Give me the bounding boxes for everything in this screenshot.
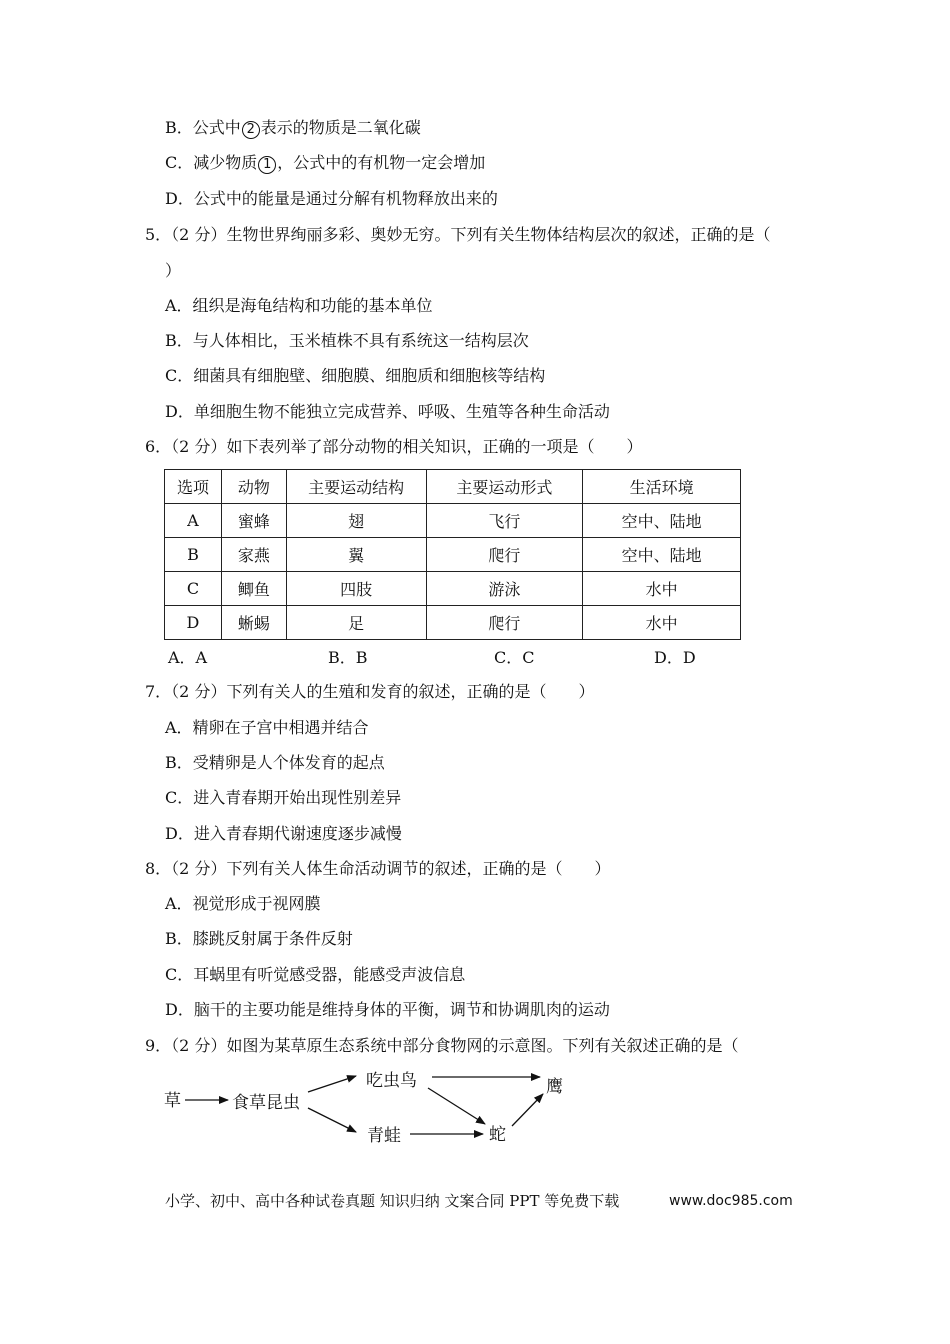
q5-option-a: A．组织是海龟结构和功能的基本单位 bbox=[165, 296, 433, 315]
q8-option-a: A．视觉形成于视网膜 bbox=[165, 894, 321, 913]
q4-option-c-prefix: C．减少物质 bbox=[165, 153, 258, 172]
q5-option-c: C．细菌具有细胞壁、细胞膜、细胞质和细胞核等结构 bbox=[165, 366, 546, 385]
footer-text: 小学、初中、高中各种试卷真题 知识归纳 文案合同 PPT 等免费下载 bbox=[165, 1192, 620, 1210]
table-cell: 翅 bbox=[286, 504, 426, 538]
q6-table bbox=[164, 469, 741, 640]
q4-option-c-suffix: ，公式中的有机物一定会增加 bbox=[277, 153, 486, 172]
q4-option-b-prefix: B．公式中 bbox=[165, 118, 241, 137]
table-header-row bbox=[165, 470, 741, 504]
table-cell: 空中、陆地 bbox=[583, 538, 741, 572]
table-cell: 翼 bbox=[286, 538, 426, 572]
table-cell: D bbox=[165, 606, 222, 640]
arrow-bird-to-snake bbox=[428, 1088, 485, 1124]
arrow-insect-to-frog bbox=[308, 1108, 356, 1132]
q8-option-b: B．膝跳反射属于条件反射 bbox=[165, 929, 353, 948]
footer-url[interactable]: www.doc985.com bbox=[669, 1193, 793, 1209]
table-cell: 飞行 bbox=[426, 504, 583, 538]
table-cell: 蜜蜂 bbox=[221, 504, 286, 538]
q7-option-c: C．进入青春期开始出现性别差异 bbox=[165, 788, 402, 807]
table-cell: 水中 bbox=[583, 606, 741, 640]
q6-answer-d: D．D bbox=[654, 648, 696, 667]
food-web-snake: 蛇 bbox=[489, 1125, 506, 1145]
q8-stem: 8．（2 分）下列有关人体生命活动调节的叙述，正确的是（ ） bbox=[145, 859, 611, 878]
table-cell: B bbox=[165, 538, 222, 572]
table-cell: C bbox=[165, 572, 222, 606]
table-cell: 水中 bbox=[583, 572, 741, 606]
table-cell: 爬行 bbox=[426, 606, 583, 640]
table-row bbox=[165, 538, 741, 572]
table-row bbox=[165, 572, 741, 606]
table-cell: 家燕 bbox=[221, 538, 286, 572]
q4-option-c bbox=[165, 153, 485, 174]
table-cell: 游泳 bbox=[426, 572, 583, 606]
q9-stem: 9．（2 分）如图为某草原生态系统中部分食物网的示意图。下列有关叙述正确的是（ bbox=[145, 1036, 739, 1055]
table-header: 主要运动结构 bbox=[286, 470, 426, 504]
table-header: 选项 bbox=[165, 470, 222, 504]
q4-option-d: D．公式中的能量是通过分解有机物释放出来的 bbox=[165, 189, 498, 208]
q7-stem: 7．（2 分）下列有关人的生殖和发育的叙述，正确的是（ ） bbox=[145, 682, 595, 701]
q8-option-c: C．耳蜗里有听觉感受器，能感受声波信息 bbox=[165, 965, 466, 984]
table-cell: 爬行 bbox=[426, 538, 583, 572]
food-web-diagram bbox=[160, 1062, 580, 1152]
circled-number-1: 1 bbox=[258, 156, 276, 174]
table-cell: 足 bbox=[286, 606, 426, 640]
q5-stem-cont: ） bbox=[165, 261, 182, 280]
table-row bbox=[165, 504, 741, 538]
arrow-insect-to-bird bbox=[308, 1076, 356, 1092]
food-web-bird: 吃虫鸟 bbox=[366, 1071, 417, 1091]
table-cell: 鲫鱼 bbox=[221, 572, 286, 606]
table-header: 主要运动形式 bbox=[426, 470, 583, 504]
q4-option-b-suffix: 表示的物质是二氧化碳 bbox=[260, 118, 421, 137]
q6-answer-c: C．C bbox=[494, 648, 535, 667]
q7-option-a: A．精卵在子宫中相遇并结合 bbox=[165, 718, 369, 737]
q4-option-b bbox=[165, 118, 421, 139]
q8-option-d: D．脑干的主要功能是维持身体的平衡，调节和协调肌肉的运动 bbox=[165, 1000, 610, 1019]
food-web-insect: 食草昆虫 bbox=[232, 1093, 300, 1113]
q5-option-d: D．单细胞生物不能独立完成营养、呼吸、生殖等各种生命活动 bbox=[165, 402, 610, 421]
q6-stem: 6．（2 分）如下表列举了部分动物的相关知识，正确的一项是（ ） bbox=[145, 437, 643, 456]
table-row bbox=[165, 606, 741, 640]
q7-option-d: D．进入青春期代谢速度逐步减慢 bbox=[165, 824, 402, 843]
table-cell: 空中、陆地 bbox=[583, 504, 741, 538]
q5-option-b: B．与人体相比，玉米植株不具有系统这一结构层次 bbox=[165, 331, 529, 350]
table-header: 生活环境 bbox=[583, 470, 741, 504]
q5-stem: 5．（2 分）生物世界绚丽多彩、奥妙无穷。下列有关生物体结构层次的叙述，正确的是（ bbox=[145, 225, 771, 244]
food-web-eagle: 鹰 bbox=[546, 1077, 563, 1097]
q6-answer-b: B．B bbox=[328, 648, 368, 667]
table-header: 动物 bbox=[221, 470, 286, 504]
arrow-snake-to-eagle bbox=[512, 1094, 543, 1126]
table-cell: A bbox=[165, 504, 222, 538]
food-web-grass: 草 bbox=[164, 1091, 181, 1111]
q6-answer-a: A．A bbox=[168, 648, 208, 667]
table-cell: 四肢 bbox=[286, 572, 426, 606]
q7-option-b: B．受精卵是人个体发育的起点 bbox=[165, 753, 385, 772]
table-cell: 蜥蜴 bbox=[221, 606, 286, 640]
food-web-frog: 青蛙 bbox=[367, 1126, 401, 1146]
circled-number-2: 2 bbox=[242, 121, 260, 139]
